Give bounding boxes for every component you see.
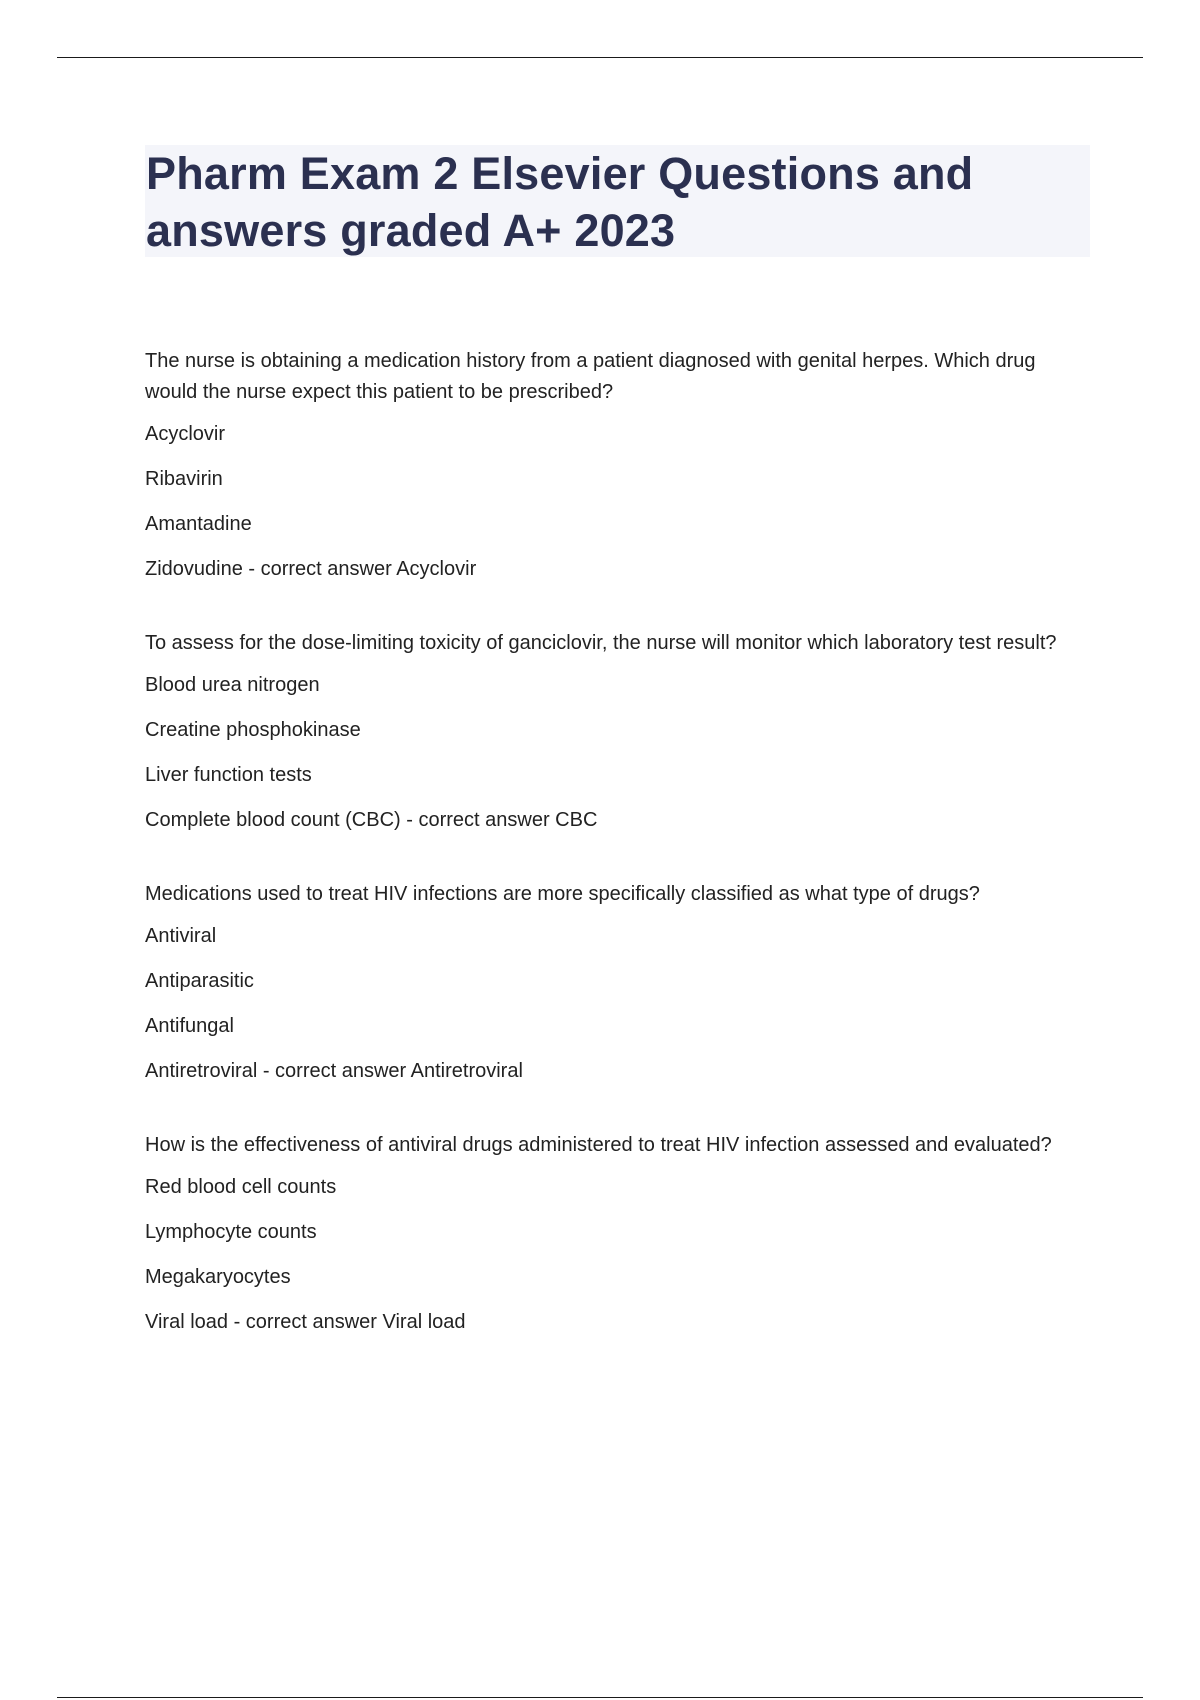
option-list (145, 923, 1090, 1084)
option-item: Red blood cell counts (145, 1176, 337, 1198)
option-item: Antiviral (145, 925, 217, 947)
option-item-with-answer: Zidovudine - correct answer Acyclovir (145, 558, 477, 580)
option-item: Amantadine (145, 513, 252, 535)
option-item: Liver function tests (145, 764, 312, 786)
option-item: Creatine phosphokinase (145, 719, 361, 741)
question-block (145, 1130, 1090, 1335)
option-item: Lymphocyte counts (145, 1221, 317, 1243)
question-text: Medications used to treat HIV infections are more specifically classified as what type of drugs? (145, 883, 980, 905)
question-text: The nurse is obtaining a medication history from a patient diagnosed with genital herpes. Which drug would the nurse expect this patient to be prescribed? (145, 350, 1036, 403)
footer-rule (57, 1697, 1143, 1698)
option-list (145, 421, 1090, 582)
header-rule (57, 57, 1143, 58)
option-item: Blood urea nitrogen (145, 674, 320, 696)
question-block (145, 628, 1090, 833)
title-banner (145, 145, 1090, 257)
option-item: Ribavirin (145, 468, 223, 490)
option-item-with-answer: Antiretroviral - correct answer Antiretroviral (145, 1060, 523, 1082)
option-item: Megakaryocytes (145, 1266, 291, 1288)
option-item: Antiparasitic (145, 970, 254, 992)
option-item: Antifungal (145, 1015, 234, 1037)
question-block (145, 879, 1090, 1084)
option-list (145, 672, 1090, 833)
option-item-with-answer: Complete blood count (CBC) - correct answer CBC (145, 809, 598, 831)
question-text: To assess for the dose-limiting toxicity of ganciclovir, the nurse will monitor which laboratory test result? (145, 632, 1057, 654)
page-title: Pharm Exam 2 Elsevier Questions and answers graded A+ 2023 (146, 148, 974, 256)
question-block (145, 346, 1090, 582)
option-item-with-answer: Viral load - correct answer Viral load (145, 1311, 466, 1333)
option-item: Acyclovir (145, 423, 226, 445)
question-text: How is the effectiveness of antiviral drugs administered to treat HIV infection assessed and evaluated? (145, 1134, 1052, 1156)
question-list (145, 346, 1090, 1381)
option-list (145, 1174, 1090, 1335)
